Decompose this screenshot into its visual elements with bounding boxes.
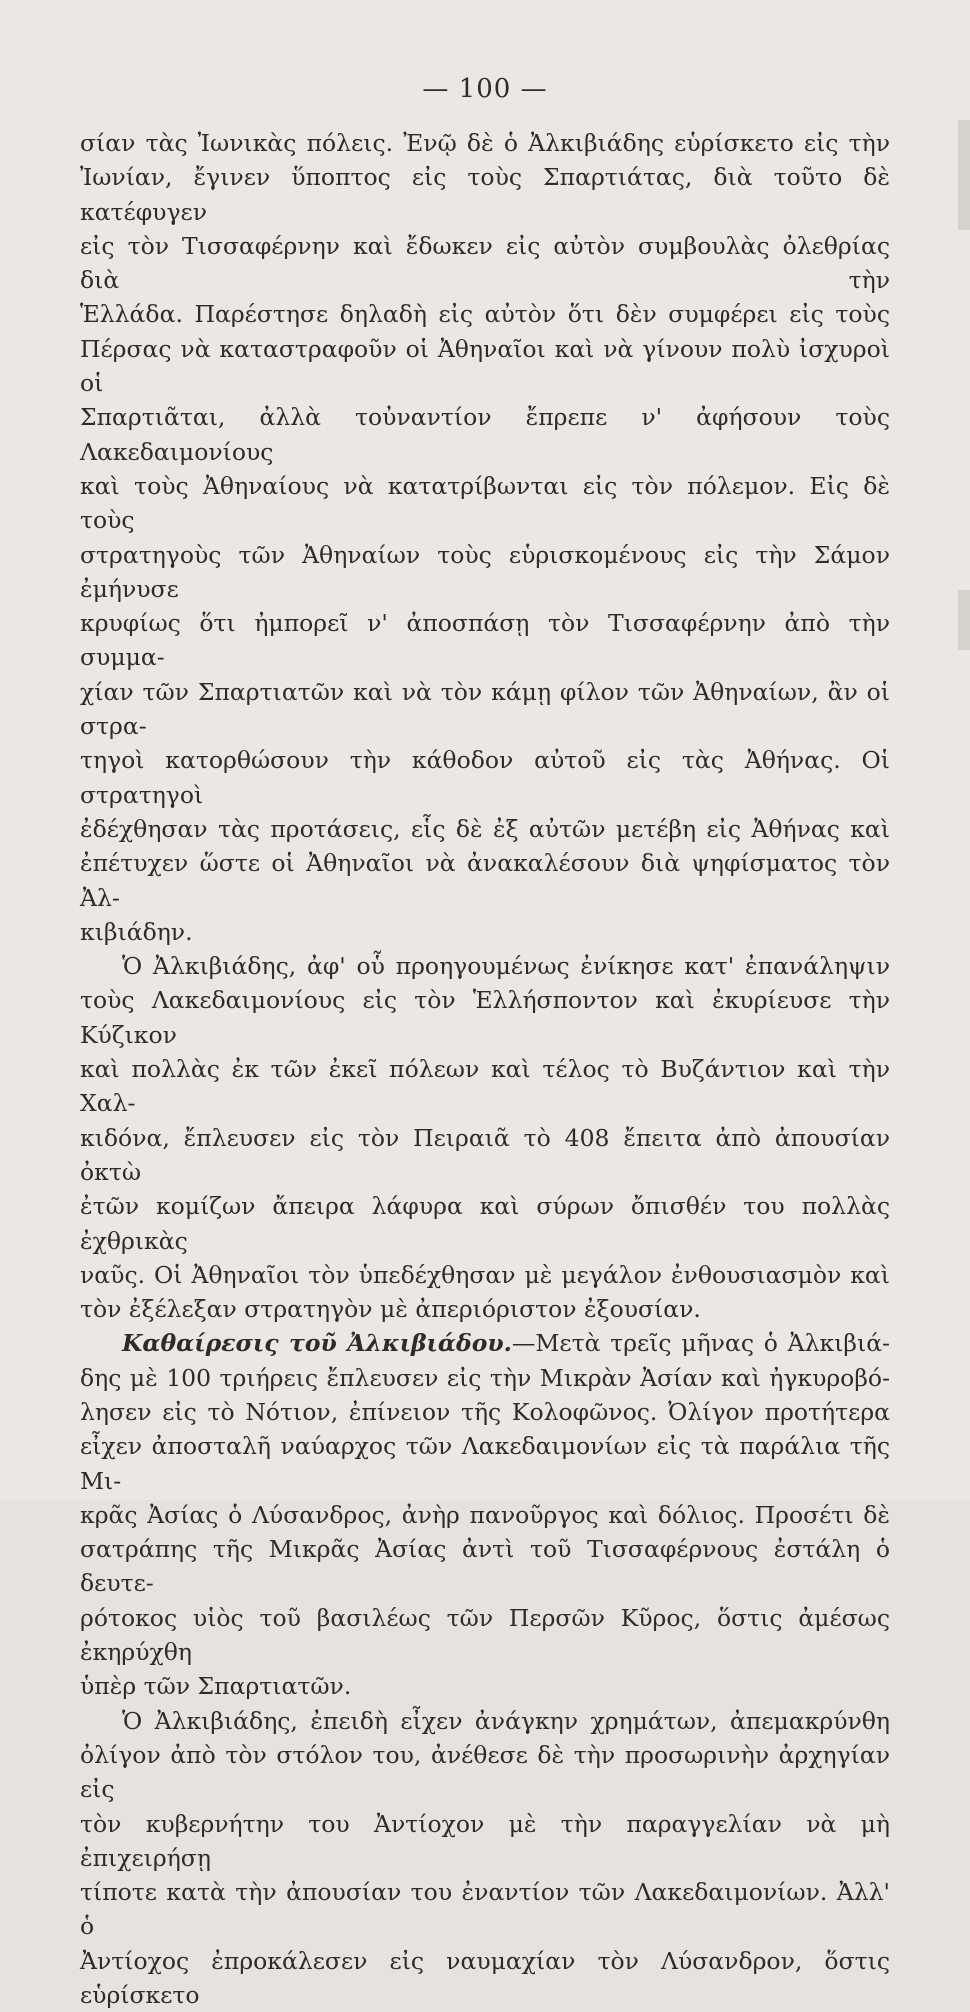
page-edge-shadow (958, 590, 970, 650)
text-line: Ἑλλάδα. Παρέστησε δηλαδὴ εἰς αὐτὸν ὅτι δὲν συμφέρει εἰς τοὺς (80, 300, 890, 329)
text-line: κρυφίως ὅτι ἠμπορεῖ ν' ἀποσπάσῃ τὸν Τισσαφέρνην ἀπὸ τὴν συμμα- (80, 609, 890, 672)
paragraph (80, 126, 890, 949)
text-line: κιβιάδην. (80, 917, 193, 946)
text-fragment: —Μετὰ τρεῖς μῆνας ὁ Ἀλκιβιά- (511, 1329, 890, 1358)
text-line: σίαν τὰς Ἰωνικὰς πόλεις. Ἐνῷ δὲ ὁ Ἀλκιβιάδης εὑρίσκετο εἰς τὴν (80, 129, 890, 157)
text-line: τὸν κυβερνήτην του Ἀντίοχον μὲ τὴν παραγγελίαν νὰ μὴ ἐπιχειρήσῃ (80, 1809, 890, 1872)
text-line: Σπαρτιᾶται, ἀλλὰ τοὐναντίον ἔπρεπε ν' ἀφήσουν τοὺς Λακεδαιμονίους (80, 403, 890, 466)
text-line: Ἀντίοχος ἐπροκάλεσεν εἰς ναυμαχίαν τὸν Λύσανδρον, ὅστις εὑρίσκετο (80, 1946, 890, 2010)
text-line: Ὁ Ἀλκιβιάδης, ἐπειδὴ εἶχεν ἀνάγκην χρημάτων, ἀπεμακρύνθη (122, 1706, 890, 1735)
text-line: καὶ πολλὰς ἐκ τῶν ἐκεῖ πόλεων καὶ τέλος τὸ Βυζάντιον καὶ τὴν Χαλ- (80, 1055, 890, 1118)
text-line: ὑπὲρ τῶν Σπαρτιατῶν. (80, 1672, 352, 1701)
text-line: ὀλίγον ἀπὸ τὸν στόλον του, ἀνέθεσε δὲ τὴν προσωρινὴν ἀρχηγίαν εἰς (80, 1740, 890, 1804)
text-line: τὸν ἐξέλεξαν στρατηγὸν μὲ ἀπεριόριστον ἐξουσίαν. (80, 1295, 701, 1324)
text-line: εἶχεν ἀποσταλῆ ναύαρχος τῶν Λακεδαιμονίων εἰς τὰ παράλια τῆς Μι- (80, 1432, 890, 1495)
text-line: ἐτῶν κομίζων ἄπειρα λάφυρα καὶ σύρων ὄπισθέν του πολλὰς ἐχθρικὰς (80, 1192, 890, 1255)
text-line: ἐπέτυχεν ὥστε οἱ Ἀθηναῖοι νὰ ἀνακαλέσουν διὰ ψηφίσματος τὸν Ἀλ- (80, 849, 890, 912)
paragraph (80, 1704, 890, 2012)
paragraph (80, 949, 890, 1326)
text-line: ναῦς. Οἱ Ἀθηναῖοι τὸν ὑπεδέχθησαν μὲ μεγάλον ἐνθουσιασμὸν καὶ (80, 1260, 890, 1289)
text-line: σατράπης τῆς Μικρᾶς Ἀσίας ἀντὶ τοῦ Τισσαφέρνους ἐστάλη ὁ δευτε- (80, 1535, 890, 1598)
text-line: ρότοκος υἱὸς τοῦ βασιλέως τῶν Περσῶν Κῦρος, ὅστις ἀμέσως ἐκηρύχθη (80, 1603, 890, 1667)
page-number: — 100 — (422, 74, 548, 104)
text-line: τοὺς Λακεδαιμονίους εἰς τὸν Ἑλλήσποντον καὶ ἐκυρίευσε τὴν Κύζικον (80, 986, 890, 1049)
page-edge-shadow (958, 120, 970, 230)
text-line: χίαν τῶν Σπαρτιατῶν καὶ νὰ τὸν κάμῃ φίλον τῶν Ἀθηναίων, ἂν οἱ στρα- (80, 677, 890, 741)
text-line (80, 1326, 890, 1360)
text-line: κιδόνα, ἔπλευσεν εἰς τὸν Πειραιᾶ τὸ 408 ἔπειτα ἀπὸ ἀπουσίαν ὀκτὼ (80, 1123, 890, 1186)
text-line: λησεν εἰς τὸ Νότιον, ἐπίνειον τῆς Κολοφῶνος. Ὀλίγον προτήτερα (80, 1397, 890, 1426)
text-line: ἐδέχθησαν τὰς προτάσεις, εἷς δὲ ἐξ αὐτῶν μετέβη εἰς Ἀθήνας καὶ (80, 814, 890, 843)
text-line: Ὁ Ἀλκιβιάδης, ἀφ' οὗ προηγουμένως ἐνίκησε κατ' ἐπανάληψιν (122, 952, 890, 981)
text-line: δης μὲ 100 τριήρεις ἔπλευσεν εἰς τὴν Μικρὰν Ἀσίαν καὶ ἠγκυροβό- (80, 1363, 890, 1392)
body-text (80, 126, 890, 2012)
paragraph (80, 1326, 890, 1703)
section-heading: Καθαίρεσις τοῦ Ἀλκιβιάδου. (122, 1329, 512, 1358)
text-line: στρατηγοὺς τῶν Ἀθηναίων τοὺς εὑρισκομένους εἰς τὴν Σάμον ἐμήνυσε (80, 540, 890, 603)
text-line: Πέρσας νὰ καταστραφοῦν οἱ Ἀθηναῖοι καὶ νὰ γίνουν πολὺ ἰσχυροὶ οἱ (80, 334, 890, 398)
text-line: καὶ τοὺς Ἀθηναίους νὰ κατατρίβωνται εἰς τὸν πόλεμον. Εἰς δὲ τοὺς (80, 471, 890, 535)
text-line: εἰς τὸν Τισσαφέρνην καὶ ἔδωκεν εἰς αὐτὸν συμβουλὰς ὀλεθρίας διὰ τὴν (80, 231, 890, 295)
text-line: τίποτε κατὰ τὴν ἀπουσίαν του ἐναντίον τῶν Λακεδαιμονίων. Ἀλλ' ὁ (80, 1878, 890, 1941)
text-line: τηγοὶ κατορθώσουν τὴν κάθοδον αὐτοῦ εἰς τὰς Ἀθήνας. Οἱ στρατηγοὶ (80, 746, 890, 809)
text-line: κρᾶς Ἀσίας ὁ Λύσανδρος, ἀνὴρ πανοῦργος καὶ δόλιος. Προσέτι δὲ (80, 1500, 890, 1529)
text-line: Ἰωνίαν, ἔγινεν ὕποπτος εἰς τοὺς Σπαρτιάτας, διὰ τοῦτο δὲ κατέφυγεν (80, 163, 890, 226)
